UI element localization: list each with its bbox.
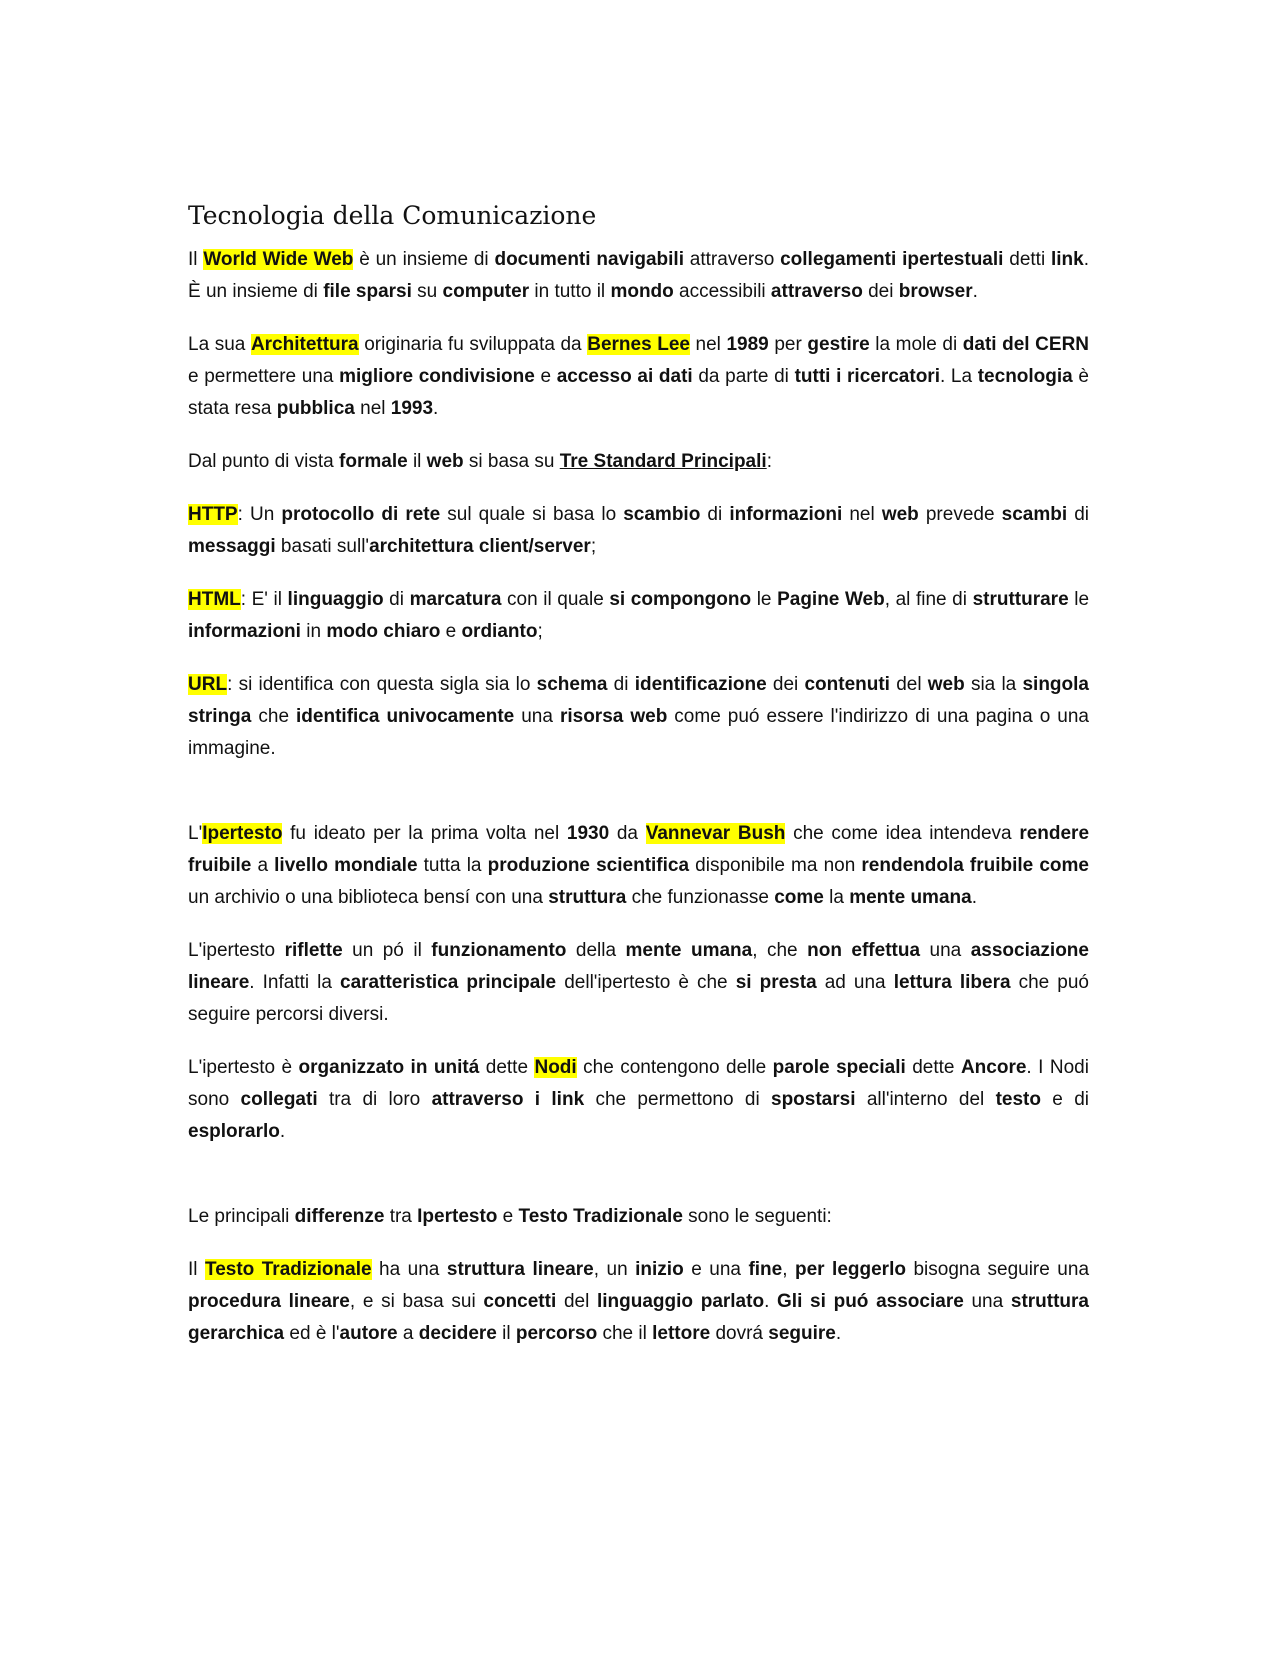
bold-term: testo xyxy=(995,1089,1041,1110)
text-run: che puó seguire percorsi diversi. xyxy=(188,972,1090,1025)
text-run: e xyxy=(497,1206,519,1227)
bold-term: modo chiaro xyxy=(326,621,441,642)
text-run: dette xyxy=(479,1057,535,1078)
text-run: : E' il xyxy=(240,589,288,610)
text-run: e permettere una xyxy=(188,366,340,387)
text-run: prevede xyxy=(918,504,1002,525)
highlighted-term: HTML xyxy=(188,589,241,610)
text-run: . È un insieme di xyxy=(188,249,1089,302)
highlighted-term: URL xyxy=(188,674,228,695)
text-run: il xyxy=(496,1323,516,1344)
text-run: che contengono delle xyxy=(576,1057,773,1078)
text-run: Dal punto di vista xyxy=(188,451,340,472)
bold-term: fine xyxy=(748,1259,783,1280)
text-run: con il quale xyxy=(501,589,610,610)
text-run: nel xyxy=(842,504,882,525)
text-run: . xyxy=(972,281,978,302)
text-run: La sua xyxy=(188,334,251,355)
bold-term: identificazione xyxy=(634,674,767,695)
bold-term: caratteristica principale xyxy=(340,972,557,993)
bold-term: 1930 xyxy=(566,823,610,844)
paragraph xyxy=(188,1201,1089,1233)
paragraph xyxy=(188,669,1089,765)
bold-term: struttura gerarchica xyxy=(188,1291,1089,1344)
bold-term: file sparsi xyxy=(323,281,412,302)
bold-term: parole speciali xyxy=(772,1057,906,1078)
bold-term: messaggi xyxy=(188,536,276,557)
bold-term: 1989 xyxy=(726,334,769,355)
highlighted-term: Architettura xyxy=(250,334,359,355)
text-run: in xyxy=(300,621,327,642)
text-run: e xyxy=(440,621,462,642)
text-run: nel xyxy=(354,398,391,419)
text-run: da parte di xyxy=(692,366,795,387)
highlighted-term: Ipertesto xyxy=(202,823,283,844)
bold-term: struttura lineare xyxy=(446,1259,594,1280)
text-run: un pó il xyxy=(342,940,432,961)
bold-term: tecnologia xyxy=(977,366,1073,387)
text-run: : Un xyxy=(237,504,282,525)
bold-term: esplorarlo xyxy=(188,1121,280,1142)
highlighted-term: Nodi xyxy=(534,1057,577,1078)
bold-term: rendere fruibile xyxy=(188,823,1090,876)
text-run: dei xyxy=(862,281,899,302)
highlighted-term: Bernes Lee xyxy=(587,334,690,355)
bold-term: produzione scientifica xyxy=(487,855,690,876)
highlighted-term: HTTP xyxy=(188,504,238,525)
bold-term: percorso xyxy=(515,1323,598,1344)
bold-term: web xyxy=(927,674,965,695)
text-run: , al fine di xyxy=(884,589,973,610)
document-body xyxy=(188,244,1089,1350)
bold-term: gestire xyxy=(807,334,870,355)
bold-term: per leggerlo xyxy=(795,1259,906,1280)
text-run: , che xyxy=(752,940,808,961)
text-run: e xyxy=(534,366,557,387)
bold-term: attraverso xyxy=(770,281,863,302)
text-run: a xyxy=(397,1323,419,1344)
text-run: , e si basa sui xyxy=(349,1291,484,1312)
bold-term: browser xyxy=(898,281,973,302)
bold-term: dati del CERN xyxy=(962,334,1090,355)
bold-term: tutti i ricercatori xyxy=(794,366,940,387)
bold-term: collegati xyxy=(240,1089,318,1110)
bold-term: pubblica xyxy=(276,398,355,419)
bold-term: accesso ai dati xyxy=(556,366,693,387)
bold-term: organizzato in unitá xyxy=(298,1057,480,1078)
text-run: attraverso xyxy=(683,249,781,270)
bold-term: struttura xyxy=(548,887,627,908)
text-run: , xyxy=(782,1259,795,1280)
bold-term: concetti xyxy=(483,1291,557,1312)
bold-term: come xyxy=(774,887,824,908)
bold-term: associazione lineare xyxy=(188,940,1089,993)
text-run: L'ipertesto xyxy=(188,940,285,961)
text-run: . xyxy=(433,398,439,419)
text-run: che funzionasse xyxy=(626,887,775,908)
text-run: sia la xyxy=(964,674,1023,695)
text-run: dell'ipertesto è che xyxy=(556,972,736,993)
text-run: . xyxy=(764,1291,778,1312)
bold-term: web xyxy=(881,504,919,525)
document-page xyxy=(188,196,1089,1371)
bold-term: strutturare xyxy=(972,589,1069,610)
bold-term: decidere xyxy=(418,1323,497,1344)
bold-term: link xyxy=(1050,249,1084,270)
bold-term: ordianto xyxy=(461,621,538,642)
bold-term: spostarsi xyxy=(771,1089,856,1110)
bold-term: informazioni xyxy=(729,504,843,525)
text-run: Il xyxy=(188,1259,205,1280)
text-run: a xyxy=(251,855,275,876)
text-run: disponibile ma non xyxy=(689,855,862,876)
text-run: del xyxy=(556,1291,597,1312)
text-run: dette xyxy=(905,1057,961,1078)
text-run: è stata resa xyxy=(188,366,1089,419)
bold-term: scambio xyxy=(623,504,701,525)
bold-term: Testo Tradizionale xyxy=(518,1206,683,1227)
paragraph xyxy=(188,329,1089,425)
bold-term: risorsa web xyxy=(559,706,668,727)
text-run: le xyxy=(751,589,778,610)
text-run: fu ideato per la prima volta nel xyxy=(282,823,567,844)
paragraph xyxy=(188,818,1089,914)
bold-term: non effettua xyxy=(807,940,921,961)
text-run: come puó essere l'indirizzo di una pagina o una immagine. xyxy=(188,706,1089,759)
text-run: di xyxy=(700,504,730,525)
bold-term: documenti navigabili xyxy=(494,249,684,270)
text-run: originaria fu sviluppata da xyxy=(358,334,588,355)
text-run: Il xyxy=(188,249,204,270)
text-run: nel xyxy=(689,334,727,355)
text-run: ha una xyxy=(371,1259,447,1280)
text-run: . La xyxy=(939,366,978,387)
paragraph xyxy=(188,935,1089,1031)
bold-term: identifica univocamente xyxy=(296,706,515,727)
text-run: : si identifica con questa sigla sia lo xyxy=(227,674,537,695)
bold-term: differenze xyxy=(294,1206,385,1227)
text-run: ed è l' xyxy=(284,1323,340,1344)
bold-term: Gli si puó associare xyxy=(777,1291,964,1312)
text-run: di xyxy=(607,674,635,695)
paragraph xyxy=(188,446,1089,478)
paragraph xyxy=(188,244,1089,308)
bold-term: Tre Standard Principali xyxy=(559,451,767,472)
bold-term: Pagine Web xyxy=(777,589,885,610)
text-run: , un xyxy=(593,1259,636,1280)
highlighted-term: World Wide Web xyxy=(203,249,354,270)
text-run: Le principali xyxy=(188,1206,295,1227)
bold-term: rendendola fruibile come xyxy=(861,855,1089,876)
text-run: che permettono di xyxy=(584,1089,771,1110)
text-run: di xyxy=(1067,504,1089,525)
text-run: . xyxy=(835,1323,842,1344)
text-run: si basa su xyxy=(463,451,560,472)
bold-term: livello mondiale xyxy=(274,855,418,876)
bold-term: lettore xyxy=(652,1323,711,1344)
bold-term: si compongono xyxy=(609,589,752,610)
text-run: e di xyxy=(1040,1089,1089,1110)
bold-term: autore xyxy=(339,1323,398,1344)
text-run: all'interno del xyxy=(855,1089,996,1110)
text-run: sul quale si basa lo xyxy=(440,504,624,525)
text-run: da xyxy=(609,823,646,844)
document-title: Tecnologia della Comunicazione xyxy=(188,201,597,230)
text-run: di xyxy=(383,589,410,610)
bold-term: scambi xyxy=(1001,504,1068,525)
text-run: le xyxy=(1068,589,1090,610)
text-run: . xyxy=(279,1121,286,1142)
bold-term: riflette xyxy=(284,940,343,961)
text-run: L'ipertesto è xyxy=(188,1057,299,1078)
text-run: il xyxy=(407,451,427,472)
text-run: per xyxy=(768,334,808,355)
bold-term: informazioni xyxy=(188,621,301,642)
text-run: detti xyxy=(1003,249,1051,270)
text-run: una xyxy=(514,706,560,727)
bold-term: marcatura xyxy=(409,589,502,610)
text-run: . xyxy=(971,887,977,908)
text-run: ; xyxy=(590,536,597,557)
text-run: dovrá xyxy=(710,1323,769,1344)
bold-term: si presta xyxy=(735,972,817,993)
bold-term: procedura lineare xyxy=(188,1291,350,1312)
paragraph xyxy=(188,584,1089,648)
bold-term: Ipertesto xyxy=(417,1206,498,1227)
paragraph xyxy=(188,499,1089,563)
text-run: in tutto il xyxy=(529,281,611,302)
highlighted-term: Testo Tradizionale xyxy=(205,1259,372,1280)
text-run: la mole di xyxy=(869,334,963,355)
bold-term: linguaggio xyxy=(287,589,384,610)
paragraph xyxy=(188,1254,1089,1350)
text-run: del xyxy=(889,674,928,695)
highlighted-term: Vannevar Bush xyxy=(645,823,786,844)
bold-term: singola stringa xyxy=(188,674,1089,727)
bold-term: web xyxy=(426,451,464,472)
bold-term: lettura libera xyxy=(893,972,1011,993)
text-run: della xyxy=(566,940,626,961)
text-run: basati sull' xyxy=(275,536,370,557)
bold-term: mente umana xyxy=(625,940,753,961)
bold-term: formale xyxy=(339,451,408,472)
text-run: sono le seguenti: xyxy=(682,1206,832,1227)
text-run: . Infatti la xyxy=(249,972,341,993)
bold-term: protocollo di rete xyxy=(281,504,441,525)
text-run: su xyxy=(411,281,443,302)
text-run: ad una xyxy=(816,972,894,993)
text-run: la xyxy=(823,887,850,908)
text-run: . I Nodi sono xyxy=(188,1057,1089,1110)
bold-term: architettura client/server xyxy=(369,536,591,557)
text-run: accessibili xyxy=(673,281,771,302)
text-run: ; xyxy=(537,621,543,642)
text-run: che il xyxy=(597,1323,653,1344)
text-run: un archivio o una biblioteca bensí con una xyxy=(188,887,549,908)
bold-term: schema xyxy=(536,674,608,695)
text-run: dei xyxy=(766,674,805,695)
text-run: tutta la xyxy=(417,855,488,876)
text-run: che come idea intendeva xyxy=(785,823,1020,844)
text-run: che xyxy=(251,706,297,727)
text-run: tra xyxy=(384,1206,418,1227)
bold-term: mente umana xyxy=(849,887,972,908)
text-run: una xyxy=(920,940,971,961)
paragraph xyxy=(188,1052,1089,1148)
text-run: tra di loro xyxy=(317,1089,432,1110)
bold-term: funzionamento xyxy=(431,940,567,961)
text-run: : xyxy=(766,451,772,472)
bold-term: computer xyxy=(442,281,530,302)
text-run: è un insieme di xyxy=(353,249,495,270)
bold-term: collegamenti ipertestuali xyxy=(780,249,1004,270)
text-run: una xyxy=(963,1291,1011,1312)
bold-term: attraverso i link xyxy=(431,1089,585,1110)
bold-term: seguire xyxy=(768,1323,836,1344)
text-run: L' xyxy=(188,823,203,844)
bold-term: contenuti xyxy=(804,674,890,695)
bold-term: migliore condivisione xyxy=(339,366,535,387)
bold-term: 1993 xyxy=(390,398,434,419)
text-run: e una xyxy=(683,1259,749,1280)
bold-term: Ancore xyxy=(960,1057,1027,1078)
bold-term: linguaggio parlato xyxy=(596,1291,765,1312)
text-run: bisogna seguire una xyxy=(905,1259,1090,1280)
bold-term: mondo xyxy=(610,281,674,302)
bold-term: inizio xyxy=(635,1259,684,1280)
